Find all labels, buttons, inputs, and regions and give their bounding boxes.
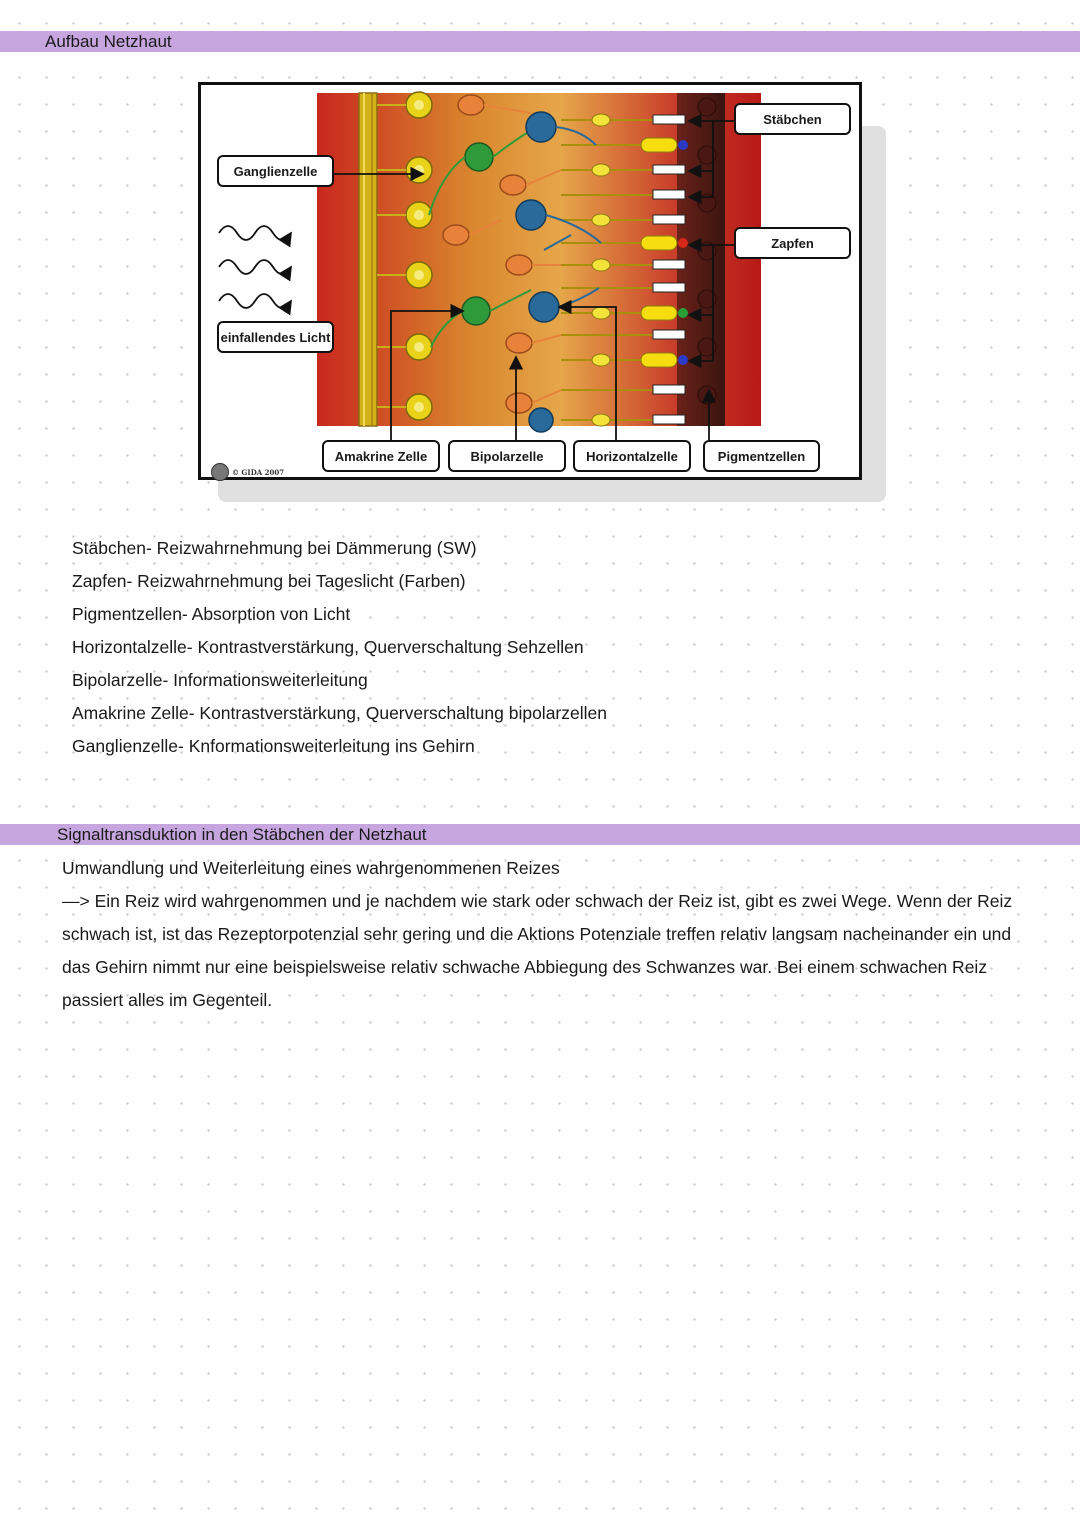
- label-zapfen: Zapfen: [734, 227, 851, 259]
- section-header-signaltransduktion: [0, 824, 1080, 845]
- intro-line: Umwandlung und Weiterleitung eines wahrgenommenen Reizes: [62, 858, 560, 878]
- retina-figure: [198, 82, 886, 502]
- list-item: Ganglienzelle- Knformationsweiterleitung ins Gehirn: [72, 736, 475, 756]
- list-item: Zapfen- Reizwahrnehmung bei Tageslicht (Farben): [72, 571, 466, 591]
- list-item: Amakrine Zelle- Kontrastverstärkung, Querverschaltung bipolarzellen: [72, 703, 607, 723]
- gida-logo-icon: [211, 463, 229, 481]
- copyright-text: © GIDA 2007: [232, 467, 285, 477]
- copyright-notice: [211, 463, 284, 481]
- optic-nerve-fibers: [359, 93, 377, 426]
- label-einfallendes-licht: einfallendes Licht: [217, 321, 334, 353]
- light-waves-icon: [219, 226, 291, 308]
- label-pigmentzellen: Pigmentzellen: [703, 440, 820, 472]
- section-title: Signaltransduktion in den Stäbchen der Netzhaut: [57, 825, 427, 844]
- list-item: Pigmentzellen- Absorption von Licht: [72, 604, 351, 624]
- section-title: Aufbau Netzhaut: [45, 32, 172, 51]
- body-paragraph: —> Ein Reiz wird wahrgenommen und je nachdem wie stark oder schwach der Reiz ist, gibt es zwei Wege. Wenn der Reiz schwach ist, ist das Rezeptorpotenzial sehr gering und die Aktions Potenziale treffen relativ langsam nacheinander ein und das Gehirn nimmt nur eine beispielsweise relativ schwache Abbiegung des Schwanzes war. Bei einem schwachen Reiz passiert alles im Gegenteil.: [62, 891, 1013, 1010]
- definition-list: [72, 532, 607, 763]
- label-staebchen: Stäbchen: [734, 103, 851, 135]
- figure-frame: [198, 82, 862, 480]
- label-bipolarzelle: Bipolarzelle: [448, 440, 566, 472]
- label-horizontalzelle: Horizontalzelle: [573, 440, 691, 472]
- retina-illustration: [201, 85, 859, 477]
- label-amakrine-zelle: Amakrine Zelle: [322, 440, 440, 472]
- label-ganglienzelle: Ganglienzelle: [217, 155, 334, 187]
- signaltransduktion-text: [62, 852, 1042, 1017]
- list-item: Stäbchen- Reizwahrnehmung bei Dämmerung (SW): [72, 538, 477, 558]
- list-item: Horizontalzelle- Kontrastverstärkung, Querverschaltung Sehzellen: [72, 637, 584, 657]
- list-item: Bipolarzelle- Informationsweiterleitung: [72, 670, 368, 690]
- section-header-aufbau: [0, 31, 1080, 52]
